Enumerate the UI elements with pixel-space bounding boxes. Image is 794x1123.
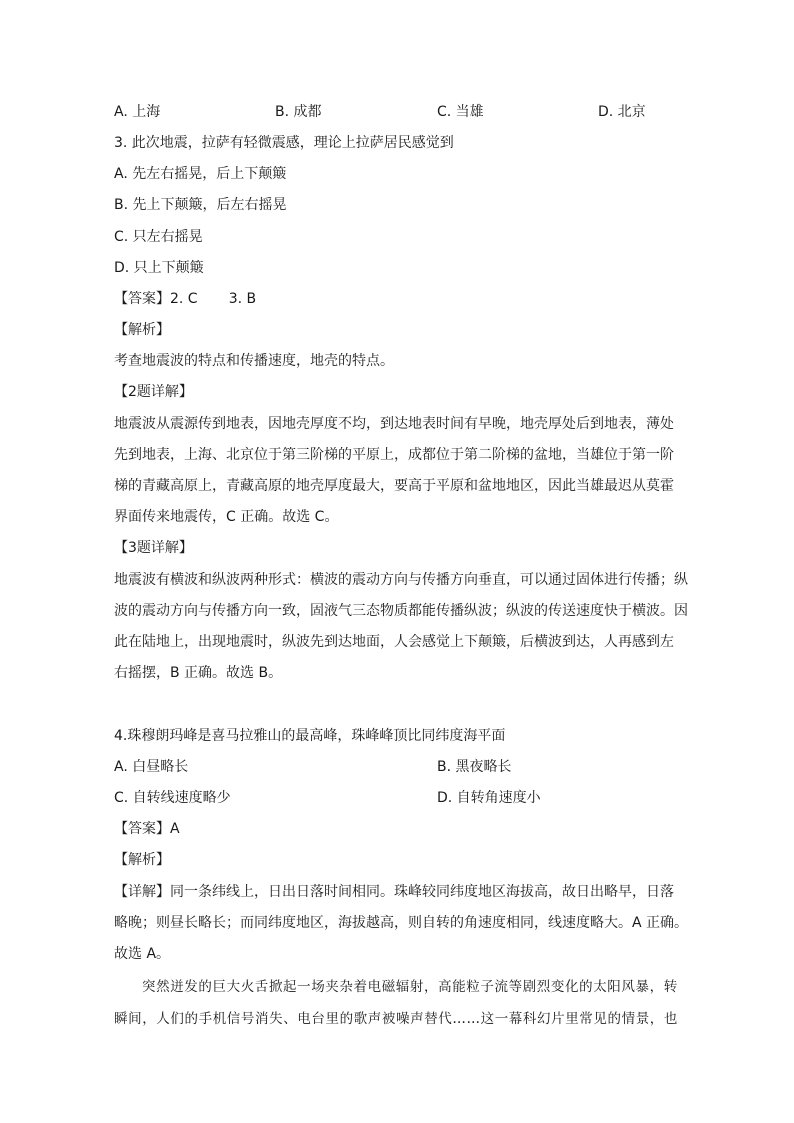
detail-q2-tag: 【2题详解】 xyxy=(114,384,193,400)
answer-row-23 xyxy=(114,289,256,309)
q4-option-b: B. 黑夜略长 xyxy=(437,759,512,775)
answer-value: A xyxy=(170,821,180,837)
q2-option-d: D. 北京 xyxy=(598,104,646,120)
q3-stem: 3. 此次地震，拉萨有轻微震感，理论上拉萨居民感觉到 xyxy=(114,135,454,151)
q3-option-a: A. 先左右摇晃，后上下颠簸 xyxy=(114,166,287,182)
q3-option-b: B. 先上下颠簸，后左右摇晃 xyxy=(114,197,287,213)
detail-q3-line: 地震波有横波和纵波两种形式：横波的震动方向与传播方向垂直，可以通过固体进行传播；纵 xyxy=(114,572,688,588)
detail-q3-tag: 【3题详解】 xyxy=(114,540,193,556)
detail-q2-line: 地震波从震源传到地表，因地壳厚度不均，到达地表时间有早晚，地壳厚处后到地表，薄处 xyxy=(114,416,674,432)
q2-option-b: B. 成都 xyxy=(275,104,322,120)
passage-line: 突然迸发的巨大火舌掀起一场夹杂着电磁辐射，高能粒子流等剧烈变化的太阳风暴，转 xyxy=(142,979,678,995)
detail-q3-line: 波的震动方向与传播方向一致，固液气三态物质都能传播纵波；纵波的传送速度快于横波。因 xyxy=(114,603,688,619)
q3-option-c: C. 只左右摇晃 xyxy=(114,229,203,245)
q4-option-c: C. 自转线速度略少 xyxy=(114,790,231,806)
answer-value: 2. C 3. B xyxy=(170,291,257,307)
detail-q3-line: 右摇摆，B 正确。故选 B。 xyxy=(114,665,283,681)
detail-4-tag: 【详解】 xyxy=(114,884,170,900)
detail-4-row xyxy=(114,882,674,902)
detail-4-line: 同一条纬线上，日出日落时间相同。珠峰较同纬度地区海拔高，故日出略早，日落 xyxy=(170,884,674,900)
q2-option-c: C. 当雄 xyxy=(437,104,484,120)
q4-option-a: A. 白昼略长 xyxy=(114,759,189,775)
detail-q2-line: 梯的青藏高原上，青藏高原的地壳厚度最大，要高于平原和盆地地区，因此当雄最迟从莫霍 xyxy=(114,478,674,494)
analysis-tag-4: 【解析】 xyxy=(114,852,170,868)
q2-option-a: A. 上海 xyxy=(114,104,161,120)
answer-row-4 xyxy=(114,819,180,839)
detail-q3-line: 此在陆地上，出现地震时，纵波先到达地面，人会感觉上下颠簸，后横波到达，人再感到左 xyxy=(114,634,674,650)
analysis-tag-23: 【解析】 xyxy=(114,322,170,338)
passage-line: 瞬间，人们的手机信号消失、电台里的歌声被噪声替代……这一幕科幻片里常见的情景，也 xyxy=(114,1011,678,1027)
detail-4-line: 略晚；则昼长略长；而同纬度地区，海拔越高，则自转的角速度相同，线速度略大。A 正确。 xyxy=(114,915,689,931)
detail-q2-line: 先到地表，上海、北京位于第三阶梯的平原上，成都位于第二阶梯的盆地，当雄位于第一阶 xyxy=(114,447,674,463)
analysis-text-23: 考查地震波的特点和传播速度，地壳的特点。 xyxy=(114,353,394,369)
answer-tag: 【答案】 xyxy=(114,821,170,837)
q4-option-d: D. 自转角速度小 xyxy=(437,790,541,806)
q3-option-d: D. 只上下颠簸 xyxy=(114,260,204,276)
answer-tag: 【答案】 xyxy=(114,291,170,307)
detail-q2-line: 界面传来地震传，C 正确。故选 C。 xyxy=(114,509,339,525)
detail-4-line: 故选 A。 xyxy=(114,946,171,962)
q4-stem: 4.珠穆朗玛峰是喜马拉雅山的最高峰，珠峰峰顶比同纬度海平面 xyxy=(114,728,506,744)
